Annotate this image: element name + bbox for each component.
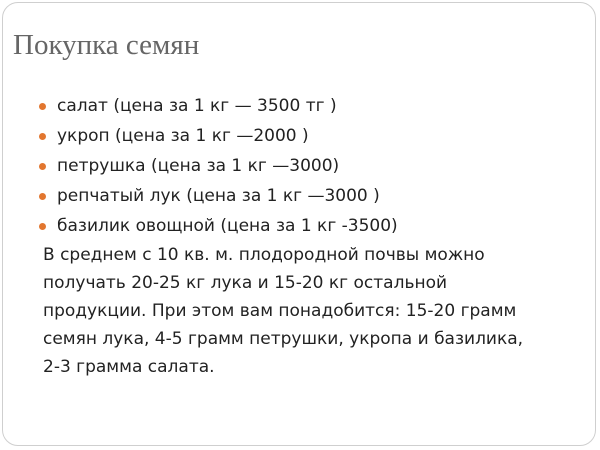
list-item-text: салат (цена за 1 кг — 3500 тг ) bbox=[57, 96, 337, 116]
paragraph-line: 2-3 грамма салата. bbox=[43, 357, 215, 377]
slide-frame bbox=[2, 2, 596, 446]
bullet-dot-icon bbox=[39, 163, 46, 170]
bullet-dot-icon bbox=[39, 223, 46, 230]
bullet-dot-icon bbox=[39, 103, 46, 110]
list-item-basil bbox=[43, 212, 583, 242]
paragraph-line: продукции. При этом вам понадобится: 15-20 грамм bbox=[43, 301, 517, 321]
paragraph-line: В среднем с 10 кв. м. плодородной почвы можно bbox=[43, 245, 485, 265]
paragraph-line: семян лука, 4-5 грамм петрушки, укропа и базилика, bbox=[43, 329, 524, 349]
bullet-dot-icon bbox=[39, 193, 46, 200]
list-item-text: петрушка (цена за 1 кг —3000) bbox=[57, 156, 340, 176]
list-item-text: базилик овощной (цена за 1 кг -3500) bbox=[57, 216, 398, 236]
list-item-text: репчатый лук (цена за 1 кг —3000 ) bbox=[57, 186, 380, 206]
list-item-lettuce bbox=[43, 92, 583, 122]
list-item-onion bbox=[43, 182, 583, 212]
seed-price-list bbox=[43, 92, 583, 242]
slide-content bbox=[43, 92, 583, 381]
list-item-text: укроп (цена за 1 кг —2000 ) bbox=[57, 126, 309, 146]
yield-paragraph bbox=[43, 241, 583, 381]
list-item-parsley bbox=[43, 152, 583, 182]
list-item-dill bbox=[43, 122, 583, 152]
bullet-dot-icon bbox=[39, 133, 46, 140]
paragraph-line: получать 20-25 кг лука и 15-20 кг остальной bbox=[43, 273, 448, 293]
slide-title: Покупка семян bbox=[13, 29, 200, 61]
